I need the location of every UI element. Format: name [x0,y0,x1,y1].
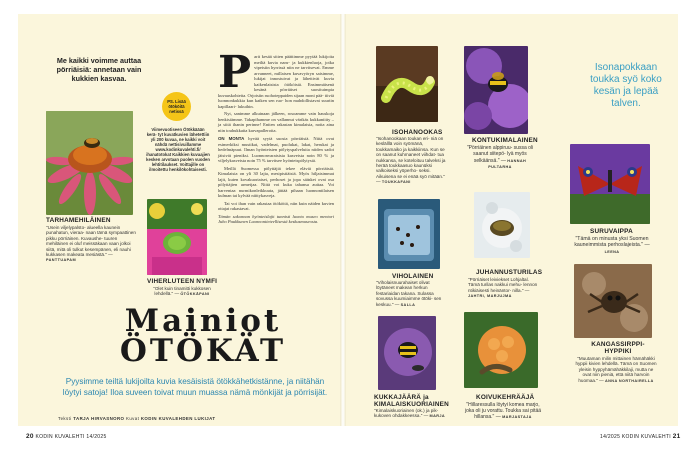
caption-author: MARJA [429,414,446,419]
caption-body: "Pörriäiset leiviekset Lohjaltal. Tämä turilas nakkui mehu- lennon ntikiäisesti heinäntor- nilla." [468,277,538,293]
right-page-number: 21 [672,433,681,440]
peacock-butterfly-photo [570,144,650,224]
caption-author: HANNAH PULTARHA [488,158,527,170]
right-folio-text: 14/2025 KODIN KUVALEHTI [600,434,672,440]
article-p5: Tai voi ihan vain rakastaa ötököitä, niin kuin näiden kuvien ottajat rakastavat. [218,200,334,211]
credit-author: TARJA HIRVASNORO [73,416,125,421]
caption-title-isohanookas: ISOHANOOKAS [392,129,443,136]
caption-body: "Viholaisnuurahaiset olivat löytäneet makean herkun festariaidan takana. Sulassa sovussa kuumiaimme ötöki- sen keskuu." [376,280,442,307]
title-line-2: ÖTÖKÄT [119,333,287,369]
caption-text-viholainen: "Viholaisnuurahaiset olivat löytäneet makean herkun festariaidan takana. Sulassa sovussa kuumiaimme ötöki- sen keskuu." — SALLA [376,280,442,307]
caption-author: MARJASTAJA [502,415,532,419]
caption-text-suruvaippa: "Tämä on minusta yksi Suomen kauneimmista perhoslajeista." — LEENA [574,236,650,254]
left-folio [26,433,107,440]
article-p1: arit kesää sitten päättimme pyytää lukijoita meiltä kuvia naru- ja kukkienluoja, jotka vipeisiin hyrrissä niin ne tarvitsevat. Emme arvanneet, millaisen kuvavyöryn saisimme, lukijat innostuivat ja lähettivät kuvia kaikenlaisista ötököistä. Ensimmäisenä kesänä pörriäiset suosituimpia kuvauskohteita. Orjoisiin ruohoteppaiden sijaan moni pää- tiiviä luonnonkukkia kun kaiken sen ruo- hon mahdollistavat suuriin kapillaari- lukuihin. [218,54,334,109]
drop-cap: P [218,47,252,98]
main-title [78,304,328,368]
article-p4: Meillä Suomessa pölyttäjiä tekee eläviä pörriäisiä. Kimalaisia on yli 30 lajia, mesipistiäisiä. Myös hiljaisimmat lajit, kuten kovakuoriaiset, perhoset ja jopa sääsket ovat osa pölyttäjien armeijaa. Niitä voi kuka tahansa auttaa. Voi harventaa nurmikonleikkuuta, jättää pihaan luonnontilaisen kulman tai kylvää niittykasveja. [218,165,334,198]
caption-body: "Tämä on minusta yksi Suomen kauneimmista perhoslajeista." [574,236,649,249]
left-pull-quote: Me kaikki voimme auttaa pörriäisiä: annetaan vain kukkien kasvaa. [56,56,142,83]
ants-photo [378,199,440,269]
caption-title-kukkajaara: KUKKAJÄÄRÄ ja KIMALAISKUORIAINEN [374,394,449,408]
caption-text-kontukimalainen: "Pörriäinen alppiruu- sussa oli saanut siitepö- lyä myös selkäänsä." — HANNAH PULTARHA [466,145,534,170]
caption-author: SALLA [400,302,416,307]
jumping-spider-photo [574,264,652,338]
caption-title-juhannusturilas: JUHANNUSTURILAS [476,269,543,276]
caption-body: "Muutaman milin mittainen hämähäkki hyppii kivien lehdellä. Tämä on Suomen yleisin hyppyhämähäkkilaji, mutta ne ovat niin pieniä, että niitä harvoin huomaa." [575,356,657,383]
lede-text: Pyysimme teiltä lukijoilta kuvia kesäisistä ötökkähetkistänne, ja niitähän löytyi satoja! Iloa suveen toivat muun muassa nämä mönkijät ja pörrisijät. [62,377,328,397]
caption-text-juhannusturilas: "Pörriäiset leiviekset Lohjaltal. Tämä turilas nakkui mehu- lennon ntikiäisesti heinäntor- nilla." — JAHTRI, MARJUJMA [468,277,538,299]
credit-label-text: Teksti [58,416,72,421]
article-p3-lead: ON MONTA [218,136,245,141]
caption-text-viherlutee: "Olet kuin tinamitti kukkosen lehdellä." — ÖTÖKKÄPANI [153,286,211,297]
promo-text: Viimevuotiseen Ötökkäään kerä- tyt kuvatkuvien lähetettiin yli 200 kuvaa, ne kaikki voit nähdä nettisivuillamme www.kodinkuvalehti.fi/ ihanatotokat Kaikkien kuvaajien kesken arvotaan puolen vuoden lehtitilaukset. Voittajille on ilmoitettu henkilökohtaisesti. [146,127,210,172]
caption-body: "Hillaressulla löytyi komea marjo, joka oli ju vorattu. Toukka sai pitää hillansa." [464,402,542,420]
caption-title-kontukimalainen: KONTUKIMALAINEN [472,137,538,144]
caption-author: ÖTÖKKÄPANI [180,292,210,297]
caption-title-koivukehraaja: KOIVUKEHRÄÄJÄ [476,394,535,401]
caption-body: "Isohanookaan toukan eri- niä on keslälllä voin syömänä, toukkamaiko ja kaikkiinsa. Kun se on saanut kuhmaneet viihdat- tua nukkansa, se koteloituu talveksi ja herää toukkaasuo kaunüksi valkoiseksi yöperho- seksi. Aikuisena se ei enää syö mitään." [376,136,446,179]
coneflower-bee-photo [46,111,133,215]
caption-author: JAHTRI, MARJUJMA [468,294,512,299]
badge-line-2: ötököitä [168,104,185,109]
cloudberry-caterpillar-photo [464,312,538,388]
caption-body: "Usein viljelypalsto- alueella kaunein punahatun, vieraa- naan tämä sympaattinen pikku pörriäinen. Kuvaushe- tuuren mehiläinen ei oluf meissäkaan vaan jolkoi siitä, mitä oli tulkut kesempänen, eli nauhi kukkasen makeata mesiästä." [46,225,136,258]
caterpillar-photo [376,46,438,122]
caption-title-suruvaippa: SURUVAIPPA [590,228,633,235]
article-p3-text: hyvää syytä suosia pörriäisiä. Niitä ovat esimerkiksi mustikat, vadelmat, puolukat, lakat, herukat ja hedelmäpuut. Ilman hyönteisten pölytyspalveluita niiden sadot jäisivät pieniksi. Luonnonvaraisista kasveista noin 80 % ja viljelykasveista noin 75 % tarvitsee hyönteispölytystä. [218,136,335,163]
credit-line [58,416,332,421]
caption-text-kukkajaara: "Kimalaiskuoriainen (ok.) ja pik- kukoven ohdakkeessa." — MARJA [374,408,446,419]
title-line-1: Mainiot [124,303,282,339]
left-page [18,14,340,426]
left-folio-text: KODIN KUVALEHTI 14/2025 [35,434,107,440]
article-column [218,47,335,225]
caption-body: "Kimalaiskuoriainen (ok.) ja pik- kukoven ohdakkeessa." [374,408,439,419]
bumblebee-flower-photo [464,46,528,134]
caption-text-isohanookas: "Isohanookaan toukan eri- niä on keslälllä voin syömänä, toukkamaiko ja kaikkiinsa. Kun se on saanut kuhmaneet viihdat- tua nukkansa, se koteloituu talveksi ja herää toukkaasuo kaunüksi valkoiseksi yöperho- seksi. Aikuisena se ei enää syö mitään." — TOUKKAFANI [376,136,446,185]
caption-author: PANTTUAPAM [46,258,77,263]
chafer-beetle-photo [474,192,530,258]
caption-title-kangassirppi: KANGASSIRPPI-HYPPIKI [591,341,645,355]
caption-title-tarhamehilainen: TARHAMEHILÄINEN [46,217,111,224]
caption-author: ANNA NORTHAIRELLA [605,378,654,383]
credit-photographers: KODIN KUVALEHDEN LUKIJAT [140,416,216,421]
caption-title-viherlutee: VIHERLUTEEN NYMFI [147,278,218,285]
credit-label-photos: Kuvat [126,416,140,421]
caption-body: "Pörriäinen alppiruu- sussa oli saanut siitepö- lyä myös selkäänsä." [466,145,534,164]
netissa-badge [162,92,191,121]
article-note: Tämän sakonnan hyönteislajit tunnisti luonto museo mentori Juho Paukkunen Luonnontieteellisestä keskusmuseosta. [218,213,334,224]
caption-text-koivukehraaja: "Hillaressulla löytyi komea marjo, joka oli ju vorattu. Toukka sai pitää hillansa." — MARJASTAJA [464,402,542,420]
caption-title-viholainen: VIHOLAINEN [392,273,434,280]
caption-body: "Olet kuin tinamitti kukkosen lehdellä." [153,286,211,297]
shieldbug-nymph-photo [147,199,207,275]
right-folio [600,433,681,440]
caption-author: LEENA [604,249,620,254]
badge-line-1: PS. Lisää [167,99,186,104]
right-pull-quote: Isonapokkaan toukka syö koko kesän ja lepää talven. [590,62,662,109]
longhorn-beetle-photo [378,316,436,390]
left-page-number: 20 [26,433,34,440]
article-p2: Nyt, sanimme alkuinaan jälkeen, rosoamme vain hauskoja henkisiämme. Takapihamme on vallannut värikäs kukkaniitty – ja siitä ihanin perinne! Eniten rakastan kimalaisia, noita aina niin touhukkaita karvapalleroita. [218,111,334,133]
caption-author: TOUKKAFANI [381,180,411,185]
article-p3 [218,136,334,164]
caption-text-tarhamehilainen: "Usein viljelypalsto- alueella kaunein punahatun, vieraa- naan tämä sympaattinen pikku pörriäinen. Kuvaushe- tuuren mehiläinen ei oluf meissäkaan vaan jolkoi siitä, mitä oli tulkut kesempänen, eli nauhi kukkasen makeata mesiästä." — PANTTUAPAM [46,225,136,263]
badge-line-3: netissä [169,109,184,114]
right-page [346,14,678,426]
caption-text-kangassirppi: "Muutaman milin mittainen hämähäkki hyppii kivien lehdellä. Tämä on Suomen yleisin hyppyhämähäkkilaji, mutta ne ovat niin pieniä, että niitä harvoin huomaa." — ANNA NORTHAIRELLA [575,356,657,383]
